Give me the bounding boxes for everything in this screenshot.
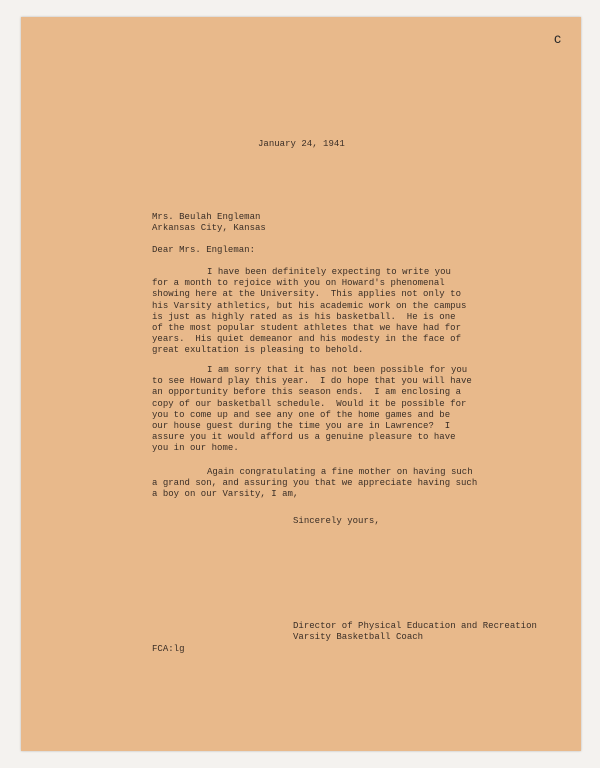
paragraph-line: his Varsity athletics, but his academic work on the campus [152,300,467,311]
paragraph-line: copy of our basketball schedule. Would it be possible for [152,398,467,409]
paragraph-line: our house guest during the time you are in Lawrence? I [152,421,451,431]
paragraph-line: I am sorry that it has not been possible for you [207,365,468,375]
signature-title: Varsity Basketball Coach [293,632,424,642]
paragraph-line: Again congratulating a fine mother on having such [207,467,473,477]
recipient-name: Mrs. Beulah Engleman [152,212,261,222]
paragraph-line: assure you it would afford us a genuine pleasure to have [152,432,456,443]
paragraph-line: you to come up and see any one of the home games and be [152,409,451,420]
closing: Sincerely yours, [293,516,380,526]
paragraph-line: for a month to rejoice with you on Howard's phenomenal [152,278,445,289]
letter-date: January 24, 1941 [258,139,345,149]
paragraph-line: you in our home. [152,443,239,454]
signature-title: Director of Physical Education and Recreation [293,621,537,631]
paragraph-line: a boy on our Varsity, I am, [152,489,299,500]
paragraph-line: years. His quiet demeanor and his modesty in the face of [152,334,461,345]
paragraph-line: an opportunity before this season ends. I am enclosing a [152,387,461,398]
paragraph-line: showing here at the University. This applies not only to [152,289,461,300]
salutation: Dear Mrs. Engleman: [152,245,255,255]
paragraph-line: is just as highly rated as is his basketball. He is one [152,311,456,322]
reference-initials: FCA:lg [152,644,185,654]
corner-mark: c [554,30,561,46]
paragraph-line: great exultation is pleasing to behold. [152,345,364,356]
recipient-address: Arkansas City, Kansas [152,223,266,233]
paragraph-line: a grand son, and assuring you that we appreciate having such [152,478,478,489]
paragraph-line: of the most popular student athletes that we have had for [152,323,461,333]
paragraph-line: I have been definitely expecting to write you [207,267,451,277]
paragraph-line: to see Howard play this year. I do hope that you will have [152,376,472,387]
